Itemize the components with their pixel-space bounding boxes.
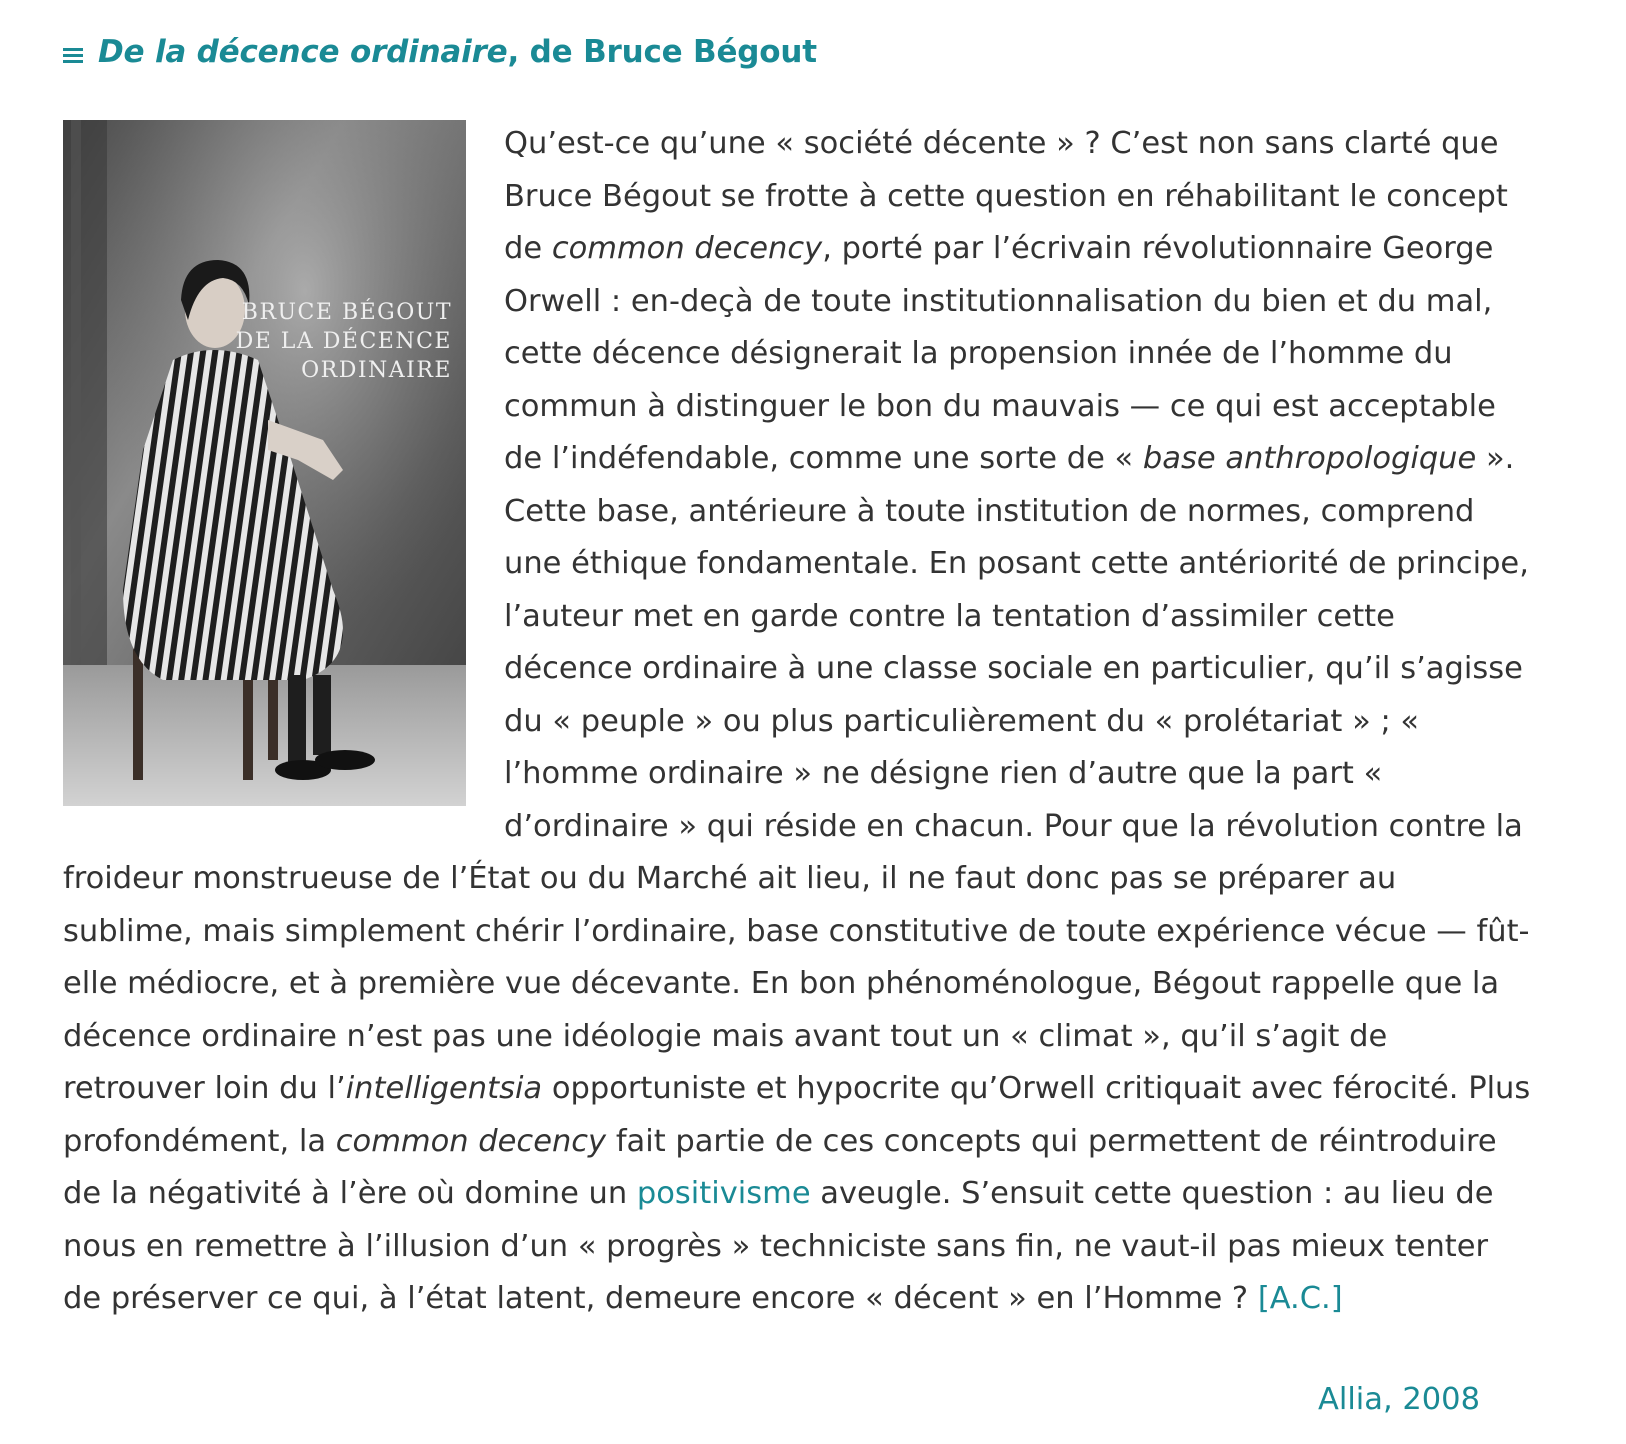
cover-author: BRUCE BÉGOUT <box>241 300 452 325</box>
book-author: , de Bruce Bégout <box>507 34 817 70</box>
cover-photo-illustration <box>63 120 466 806</box>
menu-icon[interactable] <box>63 46 85 66</box>
review-paragraph: Qu’est-ce qu’une « société décente » ? C’est non sans clarté que Bruce Bégout se frotte à cette question en réhabilitant le concept de common decency, porté par l’écrivain révolutionnaire George Orwell : en-deçà de toute institutionnalisation du bien et du mal, cette décence désignerait la propension innée de l’homme du commun à distinguer le bon du mauvais — ce qui est acceptable de l’indéfendable, comme une sorte de « base anthropologique ». Cette base, antérieure à toute institution de normes, comprend une éthique fondamentale. En posant cette antériorité de principe, l’auteur met en garde contre la tentation d’assimiler cette décence ordinaire à une classe sociale en particulier, qu’il s’agisse du « peuple » ou plus particulièrement du « prolétariat » ; « l’homme ordinaire » ne désigne rien d’autre que la part « d’ordinaire » qui réside en chacun. Pour que la révolution contre la froideur monstrueuse de l’État ou du Marché ait lieu, il ne faut donc pas se préparer au sublime, mais simplement chérir l’ordinaire, base constitutive de toute expérience vécue — fût-elle médiocre, et à première vue décevante. En bon phénoménologue, Bégout rappelle que la décence ordinaire n’est pas une idéologie mais avant tout un « climat », qu’il s’agit de retrouver loin du l’intelligentsia opportuniste et hypocrite qu’Orwell critiquait avec férocité. Plus profondément, la common decency fait partie de ces concepts qui permettent de réintroduire de la négativité à l’ère où domine un positivisme aveugle. S’ensuit cette question : au lieu de nous en remettre à l’illusion d’un « progrès » techniciste sans fin, ne vaut-il pas mieux tenter de préserver ce qui, à l’état latent, demeure encore « décent » en l’Homme ? [A.C.] <box>63 126 1531 1316</box>
book-cover-image <box>63 120 466 806</box>
book-title: De la décence ordinaire <box>98 34 508 70</box>
author-signature-link[interactable]: [A.C.] <box>1257 1281 1343 1316</box>
cover-text <box>236 298 452 385</box>
cover-title-line-2: ORDINAIRE <box>301 358 452 383</box>
article-heading[interactable] <box>63 30 817 74</box>
article-body <box>63 118 1533 1326</box>
cover-title-line-1: DE LA DÉCENCE <box>235 329 452 354</box>
publisher-info[interactable]: Allia, 2008 <box>1318 1382 1480 1417</box>
positivisme-link[interactable]: positivisme <box>636 1176 811 1211</box>
